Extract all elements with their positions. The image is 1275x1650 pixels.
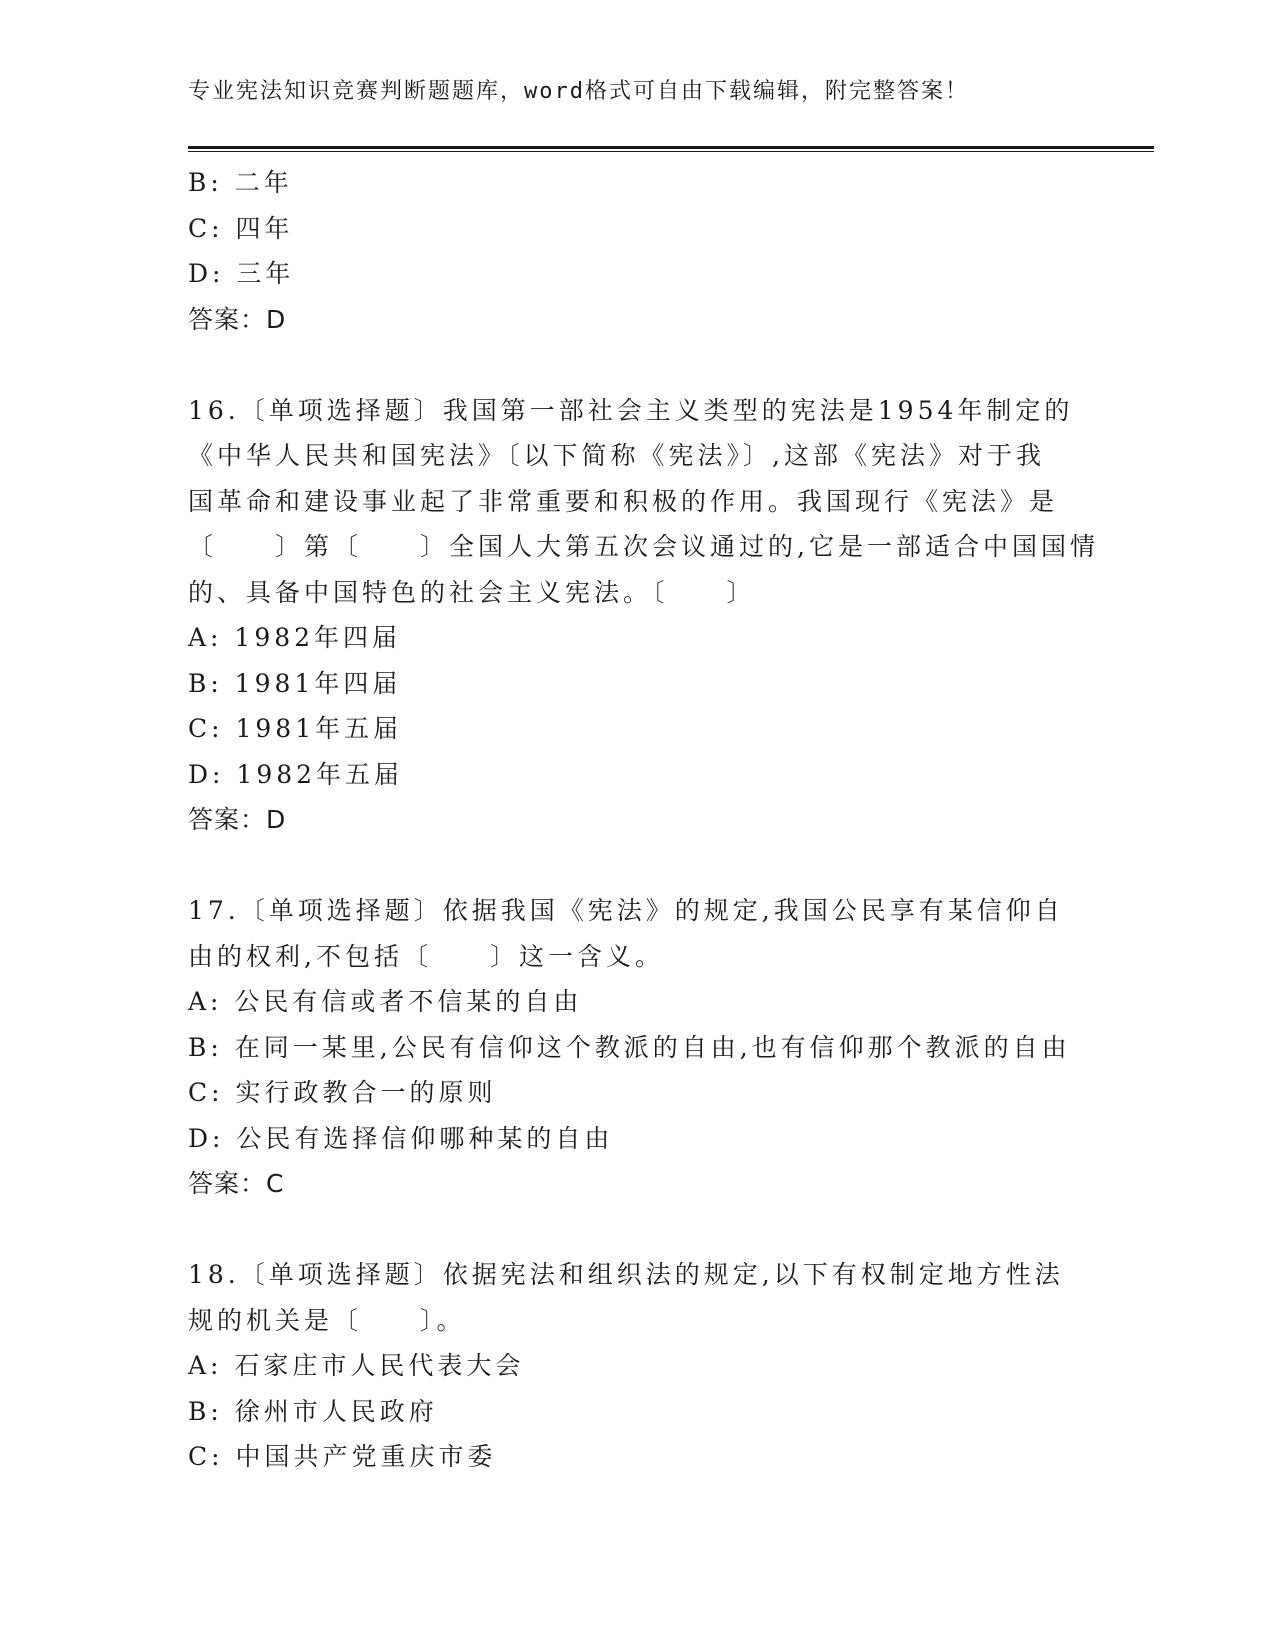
question-text-line: 规的机关是〔 〕。 <box>188 1305 466 1335</box>
option-d: D: 1982年五届 <box>188 759 404 789</box>
option-d: D: 公民有选择信仰哪种某的自由 <box>188 1123 614 1153</box>
answer: 答案：D <box>188 304 287 334</box>
prev-question <box>188 160 1088 342</box>
question-text-line: 16.〔单项选择题〕我国第一部社会主义类型的宪法是1954年制定的 <box>188 395 1074 425</box>
option-a: A: 1982年四届 <box>188 623 402 652</box>
option-b: B: 在同一某里,公民有信仰这个教派的自由,也有信仰那个教派的自由 <box>188 1032 1071 1062</box>
header-rule-thick <box>188 146 1154 149</box>
answer: 答案：C <box>188 1169 285 1198</box>
option-c: C: 实行政教合一的原则 <box>188 1078 497 1107</box>
option-b: B: 1981年四届 <box>188 668 402 698</box>
option-b: B: 徐州市人民政府 <box>188 1396 438 1426</box>
question-text-line: 《中华人民共和国宪法》〔以下简称《宪法》〕,这部《宪法》对于我 <box>188 441 1045 470</box>
question-text-line: 〔 〕第〔 〕全国人大第五次会议通过的,它是一部适合中国国情 <box>188 532 1099 561</box>
question-16 <box>188 388 1099 843</box>
option-c: C: 中国共产党重庆市委 <box>188 1442 497 1471</box>
option-a: A: 公民有信或者不信某的自由 <box>188 987 583 1016</box>
question-content <box>188 160 1099 1480</box>
option-c: C: 1981年五届 <box>188 714 403 743</box>
option-c: C: 四年 <box>188 213 294 243</box>
option-b: B: 二年 <box>188 168 293 197</box>
option-a: A: 石家庄市人民代表大会 <box>188 1351 525 1380</box>
answer: 答案：D <box>188 805 287 834</box>
question-text-line: 由的权利,不包括〔 〕这一含义。 <box>188 941 664 971</box>
question-text-line: 的、具备中国特色的社会主义宪法。〔 〕 <box>188 577 756 607</box>
page-header: 专业宪法知识竞赛判断题题库，word格式可自由下载编辑，附完整答案！ <box>188 79 969 104</box>
question-text-line: 18.〔单项选择题〕依据宪法和组织法的规定,以下有权制定地方性法 <box>188 1260 1064 1289</box>
question-text-line: 17.〔单项选择题〕依据我国《宪法》的规定,我国公民享有某信仰自 <box>188 896 1064 925</box>
question-text-line: 国革命和建设事业起了非常重要和积极的作用。我国现行《宪法》是 <box>188 486 1059 516</box>
question-18 <box>188 1252 1088 1480</box>
header-rule-thin <box>188 151 1154 152</box>
option-d: D: 三年 <box>188 259 295 288</box>
question-17 <box>188 888 1088 1207</box>
